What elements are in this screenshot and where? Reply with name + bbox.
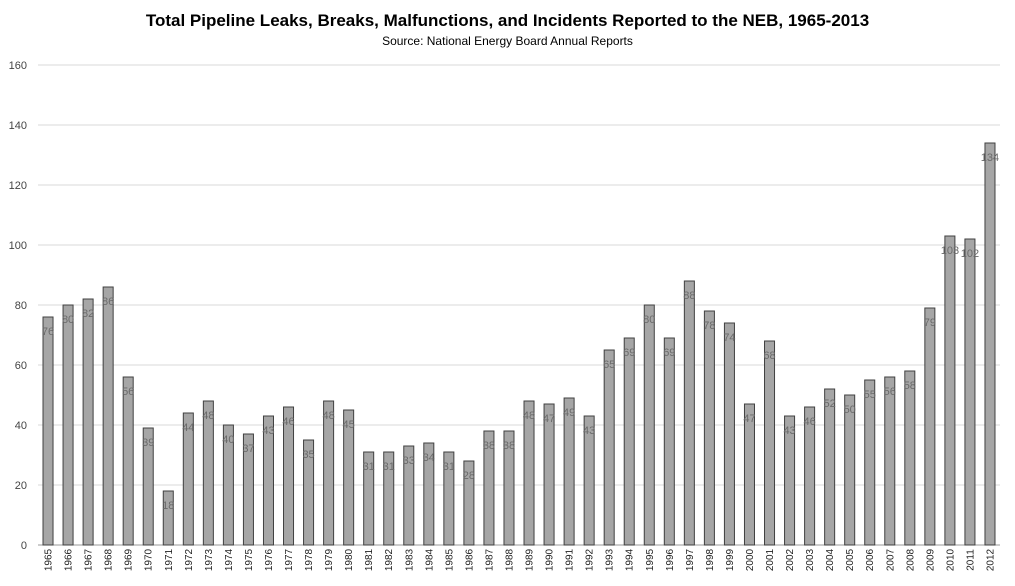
data-label: 37 [242,443,255,455]
x-tick-label: 1994 [624,548,636,572]
x-tick-label: 1974 [223,548,235,572]
x-tick-label: 1993 [604,548,616,572]
data-label: 45 [342,419,355,431]
x-tick-label: 1970 [143,548,155,572]
data-label: 39 [142,437,155,449]
x-tick-label: 1982 [384,548,396,572]
x-tick-label: 2002 [785,548,797,572]
x-tick-label: 2010 [945,548,957,572]
x-tick-label: 1988 [504,548,516,572]
data-label: 38 [502,440,516,452]
data-label: 68 [763,350,776,362]
x-tick-label: 1973 [203,548,215,572]
x-tick-label: 1984 [424,548,436,572]
data-label: 65 [603,359,616,371]
y-tick-label: 20 [14,480,27,492]
data-label: 44 [182,422,195,434]
data-label: 134 [980,152,1000,164]
data-label: 56 [883,386,896,398]
x-tick-label: 2011 [965,549,977,571]
data-label: 52 [823,398,836,410]
x-tick-label: 2004 [825,548,837,572]
bar [905,371,915,545]
x-axis-ticks [44,548,997,571]
data-label: 69 [623,347,636,359]
data-label: 103 [940,245,960,257]
data-label: 78 [703,320,716,332]
data-label: 47 [542,413,556,425]
y-tick-label: 40 [14,420,27,432]
data-label: 46 [282,416,295,428]
bar [985,143,995,545]
x-tick-label: 1965 [43,548,55,572]
x-tick-label: 1978 [304,548,316,572]
bar [704,311,714,545]
x-tick-label: 1976 [263,548,275,572]
x-tick-label: 1995 [644,548,656,572]
x-tick-label: 1977 [284,548,296,572]
data-label: 43 [583,425,596,437]
data-label: 31 [442,461,455,473]
data-label: 28 [462,470,476,482]
bar [624,338,634,545]
x-tick-label: 1971 [163,548,175,572]
bar [604,350,614,545]
y-tick-label: 0 [20,540,27,552]
y-tick-label: 60 [14,360,27,372]
data-label: 49 [562,407,576,419]
bar [123,377,133,545]
x-tick-label: 1966 [63,548,75,572]
bar [945,236,955,545]
y-tick-label: 120 [8,180,27,192]
y-tick-label: 160 [8,60,27,72]
x-tick-label: 1981 [364,548,376,572]
x-tick-label: 1999 [724,548,736,572]
data-label: 43 [262,425,275,437]
data-label: 31 [362,461,375,473]
bar [925,308,935,545]
y-axis-ticks [9,60,27,552]
x-tick-label: 1998 [704,548,716,572]
x-tick-label: 2012 [985,548,997,572]
bar [544,404,554,545]
data-label: 18 [162,500,175,512]
x-tick-label: 1986 [464,548,476,572]
bar [103,287,113,545]
x-tick-label: 1969 [123,548,135,572]
x-tick-label: 1975 [243,548,255,572]
data-label: 31 [382,461,395,473]
data-label: 43 [783,425,796,437]
data-label: 48 [522,410,536,422]
bar [644,305,654,545]
bar [965,239,975,545]
x-tick-label: 1979 [324,548,336,572]
data-label: 58 [903,380,916,392]
x-tick-label: 1992 [584,548,596,572]
y-tick-label: 80 [14,300,27,312]
bar [664,338,674,545]
x-tick-label: 1968 [103,548,115,572]
data-label: 48 [202,410,215,422]
data-label: 47 [743,413,756,425]
data-label: 56 [122,386,135,398]
data-label: 46 [803,416,816,428]
bar [43,317,53,545]
bar [324,401,334,545]
data-label: 48 [322,410,335,422]
data-label: 35 [302,449,315,461]
data-label: 88 [683,290,696,302]
x-tick-label: 2008 [905,548,917,572]
x-tick-label: 2005 [845,548,857,572]
data-label: 80 [643,314,656,326]
x-tick-label: 1989 [524,548,536,572]
bar [724,323,734,545]
x-tick-label: 2001 [765,548,777,572]
bar [63,305,73,545]
bar [765,341,775,545]
data-label: 86 [102,296,115,308]
bar [83,299,93,545]
data-label: 50 [843,404,856,416]
x-tick-label: 2003 [805,548,817,572]
chart-subtitle: Source: National Energy Board Annual Reports [382,34,633,48]
bar [684,281,694,545]
data-label: 74 [723,332,736,344]
data-label: 102 [960,248,980,260]
x-tick-label: 1983 [404,548,416,572]
data-label: 34 [422,452,435,464]
data-label: 82 [81,308,95,320]
bar [865,380,875,545]
gridlines [38,65,1000,545]
x-tick-label: 1972 [183,548,195,572]
data-label: 80 [61,314,75,326]
data-label: 38 [482,440,496,452]
bar [845,395,855,545]
data-label: 76 [41,326,55,338]
data-label: 79 [923,317,936,329]
x-tick-label: 1990 [544,548,556,572]
x-tick-label: 1980 [344,548,356,572]
data-label: 40 [222,434,235,446]
bar [203,401,213,545]
bar [524,401,534,545]
data-label: 33 [402,455,415,467]
bar [564,398,574,545]
x-tick-label: 1967 [83,548,95,572]
x-tick-label: 1987 [484,548,496,572]
x-tick-label: 2007 [885,548,897,572]
x-tick-label: 2006 [865,548,877,572]
y-tick-label: 100 [8,240,27,252]
x-tick-label: 2000 [744,548,756,572]
data-label: 55 [863,389,876,401]
bar [885,377,895,545]
x-tick-label: 1996 [664,548,676,572]
bar [825,389,835,545]
x-tick-label: 1985 [444,548,456,572]
y-tick-label: 140 [8,120,27,132]
x-tick-label: 2009 [925,548,937,572]
bar [744,404,754,545]
x-tick-label: 1997 [684,548,696,572]
data-label: 69 [663,347,676,359]
chart-title: Total Pipeline Leaks, Breaks, Malfunctions, and Incidents Reported to the NEB, 1965-2013 [145,11,870,30]
x-tick-label: 1991 [564,548,576,572]
